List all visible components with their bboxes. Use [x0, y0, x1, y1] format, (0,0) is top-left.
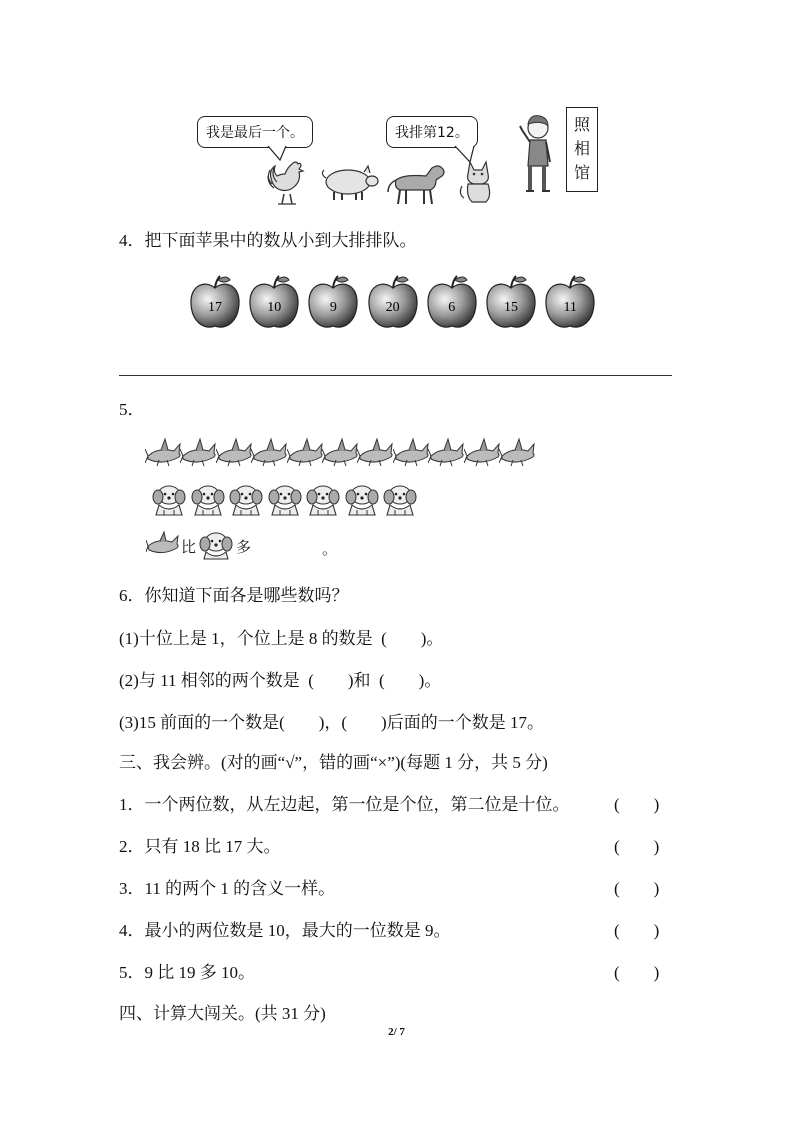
q6-item-2: (2)与 11 相邻的两个数是 ( )和 ( )。 [119, 671, 442, 690]
compare-bi-text: 比 [181, 538, 197, 556]
shark-icon [251, 436, 289, 470]
s3-item-4-answer[interactable]: ( ) [614, 921, 660, 940]
bubble-text-twelfth: 我排第12。 [395, 125, 469, 141]
apple-number: 6 [448, 300, 456, 315]
puppy-icon [266, 483, 304, 517]
boy-icon [516, 112, 556, 196]
shark-icon [464, 436, 502, 470]
shark-icon [145, 436, 183, 470]
apple-number: 10 [267, 300, 282, 315]
shark-icon [357, 436, 395, 470]
bubble-text-last: 我是最后一个。 [206, 125, 304, 141]
puppy-icon [381, 483, 419, 517]
s3-item-2-text: 2．只有 18 比 17 大。 [119, 837, 281, 856]
compare-end-text: 。 [322, 542, 338, 558]
apple-5 [425, 272, 479, 332]
q5-title: 5． [119, 400, 145, 419]
s3-item-1-answer[interactable]: ( ) [614, 795, 660, 814]
q6-item-1: (1)十位上是 1，个位上是 8 的数是 ( )。 [119, 629, 444, 648]
sign-char-3: 馆 [573, 165, 590, 182]
apple-2 [247, 272, 301, 332]
pig-icon [320, 164, 380, 202]
s3-item-2-answer[interactable]: ( ) [614, 837, 660, 856]
shark-icon [393, 436, 431, 470]
shark-icon [428, 436, 466, 470]
s3-item-1-text: 1．一个两位数，从左边起，第一位是个位，第二位是十位。 [119, 795, 570, 814]
shark-icon [287, 436, 325, 470]
shark-icon [322, 436, 360, 470]
dog-icon [386, 160, 448, 206]
shark-icon [180, 436, 218, 470]
page-number: 2/ 7 [388, 1026, 405, 1038]
q6-item-3: (3)15 前面的一个数是( )，( )后面的一个数是 17。 [119, 713, 544, 732]
shark-icon [216, 436, 254, 470]
q4-title: 4．把下面苹果中的数从小到大排排队。 [119, 231, 417, 250]
s3-item-4-text: 4．最小的两位数是 10，最大的一位数是 9。 [119, 921, 451, 940]
section4-title: 四、计算大闯关。(共 31 分) [119, 1004, 326, 1023]
s3-item-5-answer[interactable]: ( ) [614, 963, 660, 982]
apple-number: 9 [329, 300, 337, 315]
apple-number: 15 [504, 300, 518, 315]
s3-item-3-answer[interactable]: ( ) [614, 879, 660, 898]
cat-icon [458, 158, 498, 206]
section3-title: 三、我会辨。(对的画“√”，错的画“×”)(每题 1 分，共 5 分) [119, 753, 548, 772]
s3-item-5-text: 5．9 比 19 多 10。 [119, 963, 255, 982]
puppy-icon [227, 483, 265, 517]
answer-line[interactable] [119, 375, 672, 376]
puppy-icon [198, 530, 234, 560]
apple-6 [484, 272, 538, 332]
apple-4 [366, 272, 420, 332]
sign-char-1: 照 [573, 117, 590, 134]
apple-3 [306, 272, 360, 332]
rooster-icon [262, 158, 310, 206]
puppy-icon [150, 483, 188, 517]
apple-number: 17 [208, 300, 222, 315]
puppy-icon [304, 483, 342, 517]
shark-icon [499, 436, 537, 470]
sign-char-2: 相 [573, 141, 590, 158]
shark-icon [146, 530, 180, 558]
apple-number: 11 [563, 300, 577, 315]
apple-7 [543, 272, 597, 332]
apple-number: 20 [385, 300, 400, 315]
apple-1 [188, 272, 242, 332]
photo-studio-sign [566, 107, 598, 192]
compare-duo-text: 多 [236, 538, 252, 556]
q6-title: 6．你知道下面各是哪些数吗？ [119, 586, 349, 605]
puppy-icon [343, 483, 381, 517]
s3-item-3-text: 3．11 的两个 1 的含义一样。 [119, 879, 336, 898]
puppy-icon [189, 483, 227, 517]
